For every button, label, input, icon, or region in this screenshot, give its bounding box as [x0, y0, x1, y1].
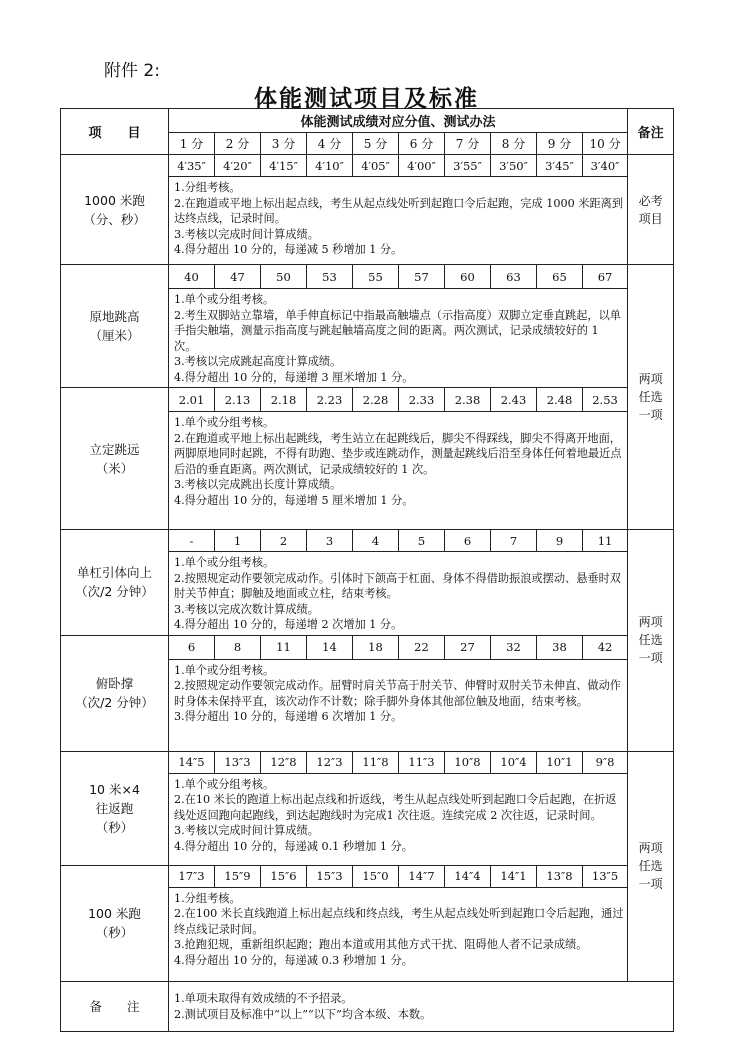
- method-line: 1.单个或分组考核。: [174, 663, 275, 677]
- item-unit: （厘米）: [89, 328, 140, 343]
- score-row-100m: [61, 865, 674, 887]
- method-100m-run: [169, 887, 628, 981]
- item-name: 单杠引体向上: [76, 565, 152, 581]
- score-cell: 32: [491, 635, 537, 659]
- method-line: 3.考核以完成时间计算成绩。: [174, 824, 319, 837]
- score-cell: 4: [353, 530, 399, 552]
- method-line: 2.按照规定动作要领完成动作。屈臂时肩关节高于肘关节、伸臂时双肘关节未伸直、做动作时身体未保持平直，该次动作不计数；除手脚外身体其他部位触及地面，结束考核。: [174, 679, 621, 708]
- footer-label: 备 注: [61, 981, 169, 1031]
- item-name-line2: 往返跑: [95, 800, 134, 816]
- score-cell: 8: [215, 635, 261, 659]
- score-cell: 12″3: [307, 751, 353, 773]
- score-cell: 7: [491, 530, 537, 552]
- remark-choose-strength: 两项任选一项: [628, 530, 674, 752]
- score-cell: 2.38: [445, 388, 491, 412]
- score-cell: 5: [399, 530, 445, 552]
- method-line: 3.考核以完成跳起高度计算成绩。: [174, 355, 342, 368]
- score-cell: 15″6: [261, 865, 307, 887]
- method-line: 1.单个或分组考核。: [174, 556, 275, 569]
- item-unit: （秒）: [95, 819, 134, 835]
- score-cell: 53: [307, 265, 353, 289]
- item-push-ups: [61, 635, 169, 751]
- score-cell: 11: [261, 635, 307, 659]
- score-cell: 15″0: [353, 865, 399, 887]
- score-cell: 4′05″: [353, 155, 399, 177]
- score-row-long-jump: [61, 388, 674, 412]
- score-cell: 2.13: [215, 388, 261, 412]
- footer-line: 1.单项未取得有效成绩的不予招录。: [174, 992, 353, 1005]
- footer-row: [61, 981, 674, 1031]
- score-cell: 14″4: [445, 865, 491, 887]
- score-cell: 13″5: [583, 865, 628, 887]
- score-cell: 4′15″: [261, 155, 307, 177]
- score-cell: 9″8: [583, 751, 628, 773]
- item-column-header: 项 目: [61, 109, 169, 155]
- method-line: 4.得分超出 10 分的，每递减 5 秒增加 1 分。: [174, 243, 403, 256]
- item-name: 10 米×4: [89, 781, 140, 797]
- score-cell: 4′00″: [399, 155, 445, 177]
- score-cell: 2.23: [307, 388, 353, 412]
- score-cell: 9: [537, 530, 583, 552]
- points-header: 5 分: [353, 133, 399, 155]
- method-1000m-run: [169, 177, 628, 265]
- method-line: 1.分组考核。: [174, 181, 241, 194]
- score-cell: 14″7: [399, 865, 445, 887]
- score-cell: 6: [169, 635, 215, 659]
- item-100m-run: [61, 865, 169, 981]
- score-section-header: 体能测试成绩对应分值、测试办法: [169, 109, 628, 133]
- method-line: 2.在跑道或平地上标出起跳线，考生站立在起跳线后，脚尖不得踩线，脚尖不得离开地面，两脚原地同时起跳，不得有助跑、垫步或连跳动作，测量起跳线后沿至身体任何着地最近点后沿的垂直距离。两次测试，记录成绩较好的 1 次。: [174, 431, 622, 476]
- item-pull-ups: [61, 530, 169, 636]
- score-cell: 57: [399, 265, 445, 289]
- method-line: 2.在100 米长直线跑道上标出起点线和终点线，考生从起点线处听到起跑口令后起跑，通过终点线记录时间。: [174, 907, 624, 936]
- item-shuttle-run: [61, 751, 169, 865]
- method-line: 2.按照规定动作要领完成动作。引体时下颌高于杠面、身体不得借助振浪或摆动、悬垂时双肘关节伸直；脚触及地面或立柱，结束考核。: [174, 571, 621, 600]
- remark-required: 必考项目: [628, 155, 674, 265]
- score-row-shuttle-run: [61, 751, 674, 773]
- document-title: 体能测试项目及标准: [254, 85, 479, 112]
- item-unit: （分、秒）: [83, 211, 146, 227]
- score-cell: 10″4: [491, 751, 537, 773]
- method-line: 4.得分超出 10 分的，每递减 0.1 秒增加 1 分。: [174, 839, 413, 853]
- score-cell: 6: [445, 530, 491, 552]
- points-header: 6 分: [399, 133, 445, 155]
- score-cell: 1: [215, 530, 261, 552]
- score-cell: 2.48: [537, 388, 583, 412]
- method-line: 1.单个或分组考核。: [174, 293, 275, 306]
- score-row-high-jump: [61, 265, 674, 289]
- points-header: 4 分: [307, 133, 353, 155]
- score-cell: 18: [353, 635, 399, 659]
- points-header: 1 分: [169, 133, 215, 155]
- score-cell: 55: [353, 265, 399, 289]
- score-cell: 2.01: [169, 388, 215, 412]
- points-header: 8 分: [491, 133, 537, 155]
- score-cell: 13″8: [537, 865, 583, 887]
- remark-choose-run: 两项任选一项: [628, 751, 674, 981]
- score-cell: 60: [445, 265, 491, 289]
- score-cell: 63: [491, 265, 537, 289]
- points-header: 10 分: [583, 133, 628, 155]
- score-cell: 38: [537, 635, 583, 659]
- method-pull-ups: [169, 552, 628, 636]
- score-cell: 2.28: [353, 388, 399, 412]
- method-line: 1.分组考核。: [174, 891, 241, 905]
- score-row-1000m: [61, 155, 674, 177]
- score-cell: 3: [307, 530, 353, 552]
- score-cell: 10″1: [537, 751, 583, 773]
- method-line: 4.得分超出 10 分的，每递减 0.3 秒增加 1 分。: [174, 953, 413, 967]
- score-cell: 4′35″: [169, 155, 215, 177]
- score-row-pull-ups: [61, 530, 674, 552]
- score-cell: 2.53: [583, 388, 628, 412]
- score-cell: 15″3: [307, 865, 353, 887]
- method-standing-high-jump: [169, 289, 628, 388]
- score-cell: 15″9: [215, 865, 261, 887]
- standards-table: [60, 108, 674, 1032]
- method-line: 4.得分超出 10 分的，每递增 3 厘米增加 1 分。: [174, 370, 414, 384]
- method-line: 1.单个或分组考核。: [174, 416, 275, 429]
- score-cell: 40: [169, 265, 215, 289]
- score-cell: 11: [583, 530, 628, 552]
- score-cell: 10″8: [445, 751, 491, 773]
- remark-column-header: 备注: [628, 109, 674, 155]
- score-cell: 14″5: [169, 751, 215, 773]
- score-cell: -: [169, 530, 215, 552]
- item-name: 原地跳高: [89, 309, 140, 324]
- points-header: 7 分: [445, 133, 491, 155]
- item-name: 立定跳远: [89, 441, 140, 457]
- item-name: 1000 米跑: [84, 192, 145, 208]
- score-cell: 65: [537, 265, 583, 289]
- method-shuttle-run: [169, 773, 628, 865]
- score-row-push-ups: [61, 635, 674, 659]
- score-cell: 14″1: [491, 865, 537, 887]
- score-cell: 67: [583, 265, 628, 289]
- item-unit: （米）: [95, 460, 134, 476]
- method-line: 3.抢跑犯规，重新组织起跑；跑出本道或用其他方式干扰、阻碍他人者不记录成绩。: [174, 938, 588, 951]
- score-cell: 2.43: [491, 388, 537, 412]
- item-standing-high-jump: [61, 265, 169, 388]
- points-header: 2 分: [215, 133, 261, 155]
- item-1000m-run: [61, 155, 169, 265]
- score-cell: 3′45″: [537, 155, 583, 177]
- score-cell: 11″8: [353, 751, 399, 773]
- method-line: 2.考生双脚站立靠墙，单手伸直标记中指最高触墙点（示指高度）双脚立定垂直跳起，以单手指尖触墙，测量示指高度与跳起触墙高度之间的距离。两次测试，记录成绩较好的 1 次。: [174, 308, 621, 353]
- score-cell: 4′20″: [215, 155, 261, 177]
- score-cell: 11″3: [399, 751, 445, 773]
- score-cell: 3′40″: [583, 155, 628, 177]
- method-line: 4.得分超出 10 分的，每递增 2 次增加 1 分。: [174, 618, 403, 631]
- score-cell: 2: [261, 530, 307, 552]
- score-cell: 22: [399, 635, 445, 659]
- method-line: 3.考核以完成跳出长度计算成绩。: [174, 478, 342, 491]
- score-cell: 2.18: [261, 388, 307, 412]
- remark-choose-jump: 两项任选一项: [628, 265, 674, 530]
- item-unit: （秒）: [95, 925, 134, 940]
- item-name: 俯卧撑: [95, 676, 134, 691]
- score-cell: 17″3: [169, 865, 215, 887]
- method-line: 3.考核以完成次数计算成绩。: [174, 602, 319, 616]
- score-cell: 12″8: [261, 751, 307, 773]
- score-cell: 3′55″: [445, 155, 491, 177]
- score-cell: 47: [215, 265, 261, 289]
- score-cell: 50: [261, 265, 307, 289]
- method-line: 1.单个或分组考核。: [174, 777, 275, 791]
- method-push-ups: [169, 659, 628, 751]
- score-cell: 2.33: [399, 388, 445, 412]
- method-line: 4.得分超出 10 分的，每递增 5 厘米增加 1 分。: [174, 493, 414, 507]
- score-cell: 14: [307, 635, 353, 659]
- method-standing-long-jump: [169, 412, 628, 530]
- score-cell: 27: [445, 635, 491, 659]
- method-line: 2.在跑道或平地上标出起点线，考生从起点线处听到起跑口令后起跑，完成 1000 米距离到达终点线，记录时间。: [174, 196, 624, 225]
- footer-line: 2.测试项目及标准中“以上”“以下”均含本级、本数。: [174, 1007, 432, 1021]
- footer-notes: [169, 981, 674, 1031]
- attachment-label: 附件 2:: [104, 61, 160, 81]
- method-line: 2.在10 米长的跑道上标出起点线和折返线，考生从起点线处听到起跑口令后起跑，在折返线处返回跑向起跑线，到达起跑线时为完成1 次往返。连续完成 2 次往返，记录时间。: [174, 793, 617, 822]
- item-unit: （次/2 分钟）: [75, 695, 154, 710]
- score-cell: 4′10″: [307, 155, 353, 177]
- score-cell: 13″3: [215, 751, 261, 773]
- points-header: 9 分: [537, 133, 583, 155]
- method-line: 3.考核以完成时间计算成绩。: [174, 227, 319, 241]
- score-cell: 3′50″: [491, 155, 537, 177]
- item-name: 100 米跑: [88, 906, 141, 921]
- score-cell: 42: [583, 635, 628, 659]
- item-standing-long-jump: [61, 388, 169, 530]
- item-unit: （次/2 分钟）: [75, 584, 154, 600]
- points-header: 3 分: [261, 133, 307, 155]
- method-line: 3.得分超出 10 分的，每递增 6 次增加 1 分。: [174, 710, 403, 723]
